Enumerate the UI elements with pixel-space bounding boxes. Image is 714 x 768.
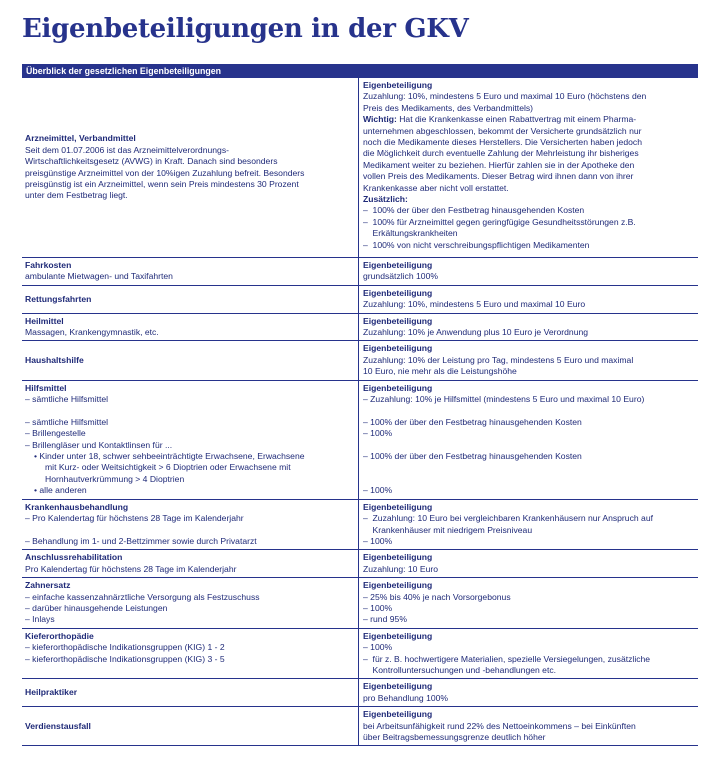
arznei-wichtig-line: vollen Preis des Medikaments. Dieser Betrag wird ihnen dann von ihrer — [363, 171, 634, 182]
zahnersatz-eb: – 100% — [363, 602, 393, 613]
eigenbeteiligung-table — [22, 64, 698, 746]
fahrkosten-desc: ambulante Mietwagen- und Taxifahrten — [25, 271, 173, 282]
arznei-wichtig-line: Medikament weiter zu beziehen. Hierfür zahlen sie in der Apotheke den — [363, 159, 635, 170]
rettung-eb: Zuzahlung: 10%, mindestens 5 Euro und maximal 10 Euro — [363, 299, 586, 310]
arznei-wichtig-line: unternehmen abgeschlossen, bekommt der Versicherte grundsätzlich nur — [363, 125, 642, 136]
krankenhaus-eb: – Zuzahlung: 10 Euro bei vergleichbaren Krankenhäusern nur Anspruch auf — [363, 513, 653, 524]
anschluss-right — [359, 550, 698, 577]
spacer — [363, 440, 694, 451]
arznei-eb-line: Zuzahlung: 10%, mindestens 5 Euro und maximal 10 Euro (höchstens den — [363, 91, 647, 102]
row-arzneimittel — [22, 78, 698, 258]
zahnersatz-item: – einfache kassenzahnärztliche Versorgung als Festzuschuss — [25, 591, 260, 602]
spacer — [363, 462, 694, 473]
fahrkosten-eb: grundsätzlich 100% — [363, 271, 439, 282]
eb-label: Eigenbeteiligung — [363, 343, 433, 354]
zahnersatz-right — [359, 578, 698, 628]
anschluss-eb: Zuzahlung: 10 Euro — [363, 563, 439, 574]
kiefer-eb: – für z. B. hochwertigere Materialien, spezielle Versiegelungen, zusätzliche — [363, 653, 651, 664]
hilfsmittel-eb: – 100% — [363, 485, 393, 496]
heilpraktiker-right — [359, 679, 698, 706]
kiefer-right — [359, 629, 698, 679]
hilfsmittel-right — [359, 381, 698, 499]
kiefer-eb: – 100% — [363, 642, 393, 653]
heilpraktiker-heading: Heilpraktiker — [25, 687, 78, 698]
row-rettungsfahrten — [22, 286, 698, 314]
fahrkosten-heading: Fahrkosten — [25, 260, 72, 270]
hilfsmittel-subitem: • alle anderen — [34, 485, 87, 496]
arznei-right — [359, 78, 698, 257]
verdienst-eb: über Beitragsbemessungsgrenze deutlich höher — [363, 732, 546, 743]
krankenhaus-left — [22, 500, 359, 550]
eb-label: Eigenbeteiligung — [363, 260, 433, 270]
row-heilpraktiker — [22, 679, 698, 707]
eb-label: Eigenbeteiligung — [363, 580, 433, 591]
arznei-wichtig-line — [363, 114, 694, 125]
fahrkosten-right — [359, 258, 698, 285]
krankenhaus-right — [359, 500, 698, 550]
verdienst-heading: Verdienstausfall — [25, 720, 91, 731]
zusaetzlich-item: – 100% von nicht verschreibungspflichtigen Medikamenten — [363, 239, 590, 250]
heilmittel-eb: Zuzahlung: 10% je Anwendung plus 10 Euro je Verordnung — [363, 327, 589, 338]
kiefer-left — [22, 629, 359, 679]
fahrkosten-left — [22, 258, 359, 285]
row-hilfsmittel — [22, 381, 698, 500]
row-zahnersatz — [22, 578, 698, 629]
heilpraktiker-eb: pro Behandlung 100% — [363, 692, 449, 703]
arznei-desc — [25, 145, 355, 202]
zusaetzlich-item: – 100% für Arzneimittel gegen geringfügige Gesundheitsstörungen z.B. — [363, 216, 636, 227]
krankenhaus-eb: – 100% — [363, 535, 393, 546]
anschluss-left — [22, 550, 359, 577]
hilfsmittel-item: – Brillengläser und Kontaktlinsen für ... — [25, 439, 173, 450]
hilfsmittel-subitem-cont: mit Kurz- oder Weitsichtigkeit > 6 Dioptrien oder Erwachsene mit — [45, 462, 291, 473]
arznei-wichtig-line: Krankenkasse aber nicht voll erstattet. — [363, 182, 509, 193]
page-title: Eigenbeteiligungen in der GKV — [22, 14, 469, 44]
row-haushaltshilfe — [22, 341, 698, 380]
krankenhaus-heading: Krankenhausbehandlung — [25, 501, 129, 512]
arznei-wichtig-line: noch die Medikamente dieses Herstellers. Die Versicherten haben jedoch — [363, 137, 642, 148]
anschluss-heading: Anschlussrehabilitation — [25, 552, 123, 563]
hilfsmittel-eb: – 100% — [363, 428, 393, 439]
heilmittel-left — [22, 314, 359, 341]
spacer — [363, 474, 694, 485]
rettung-right — [359, 286, 698, 313]
zusaetzlich-item: – 100% der über den Festbetrag hinausgehenden Kosten — [363, 205, 585, 216]
arznei-wichtig-line: die Möglichkeit durch eventuelle Zahlung der Mehrleistung ihr bisheriges — [363, 148, 639, 159]
table-header: Überblick der gesetzlichen Eigenbeteiligungen — [22, 64, 698, 78]
row-krankenhaus — [22, 500, 698, 551]
zahnersatz-eb: – 25% bis 40% je nach Vorsorgebonus — [363, 591, 511, 602]
haushalt-left — [22, 341, 359, 379]
heilmittel-desc: Massagen, Krankengymnastik, etc. — [25, 327, 159, 338]
zahnersatz-item: – Inlays — [25, 614, 55, 625]
heilpraktiker-left — [22, 679, 359, 706]
arznei-heading: Arzneimittel, Verbandmittel — [25, 133, 136, 144]
row-kieferorthopaedie — [22, 629, 698, 680]
wichtig-label: Wichtig: — [363, 114, 397, 125]
zahnersatz-left — [22, 578, 359, 628]
arznei-desc-line: Seit dem 01.07.2006 ist das Arzneimittelverordnungs- — [25, 144, 229, 155]
eb-label: Eigenbeteiligung — [363, 382, 433, 393]
eb-label: Eigenbeteiligung — [363, 552, 433, 563]
haushalt-eb-line: Zuzahlung: 10% der Leistung pro Tag, mindestens 5 Euro und maximal — [363, 354, 634, 365]
wichtig-text: Hat die Krankenkasse einen Rabattvertrag mit einem Pharma- — [396, 114, 637, 125]
row-fahrkosten — [22, 258, 698, 286]
kiefer-heading: Kieferorthopädie — [25, 630, 94, 641]
hilfsmittel-heading: Hilfsmittel — [25, 382, 67, 393]
arznei-desc-line: unter dem Festbetrag liegt. — [25, 190, 128, 201]
eb-label: Eigenbeteiligung — [363, 501, 433, 512]
eb-label: Eigenbeteiligung — [363, 80, 433, 90]
eb-label: Eigenbeteiligung — [363, 287, 433, 298]
haushalt-heading: Haushaltshilfe — [25, 354, 84, 365]
row-verdienstausfall — [22, 707, 698, 746]
kiefer-item: – kieferorthopädische Indikationsgruppen (KIG) 3 - 5 — [25, 653, 225, 664]
hilfsmittel-item: – sämtliche Hilfsmittel — [25, 394, 109, 405]
verdienst-left — [22, 707, 359, 745]
arznei-desc-line: preisgünstig ist ein Arzneimittel, wenn sein Preis mindestens 30 Prozent — [25, 178, 299, 189]
haushalt-right — [359, 341, 698, 379]
krankenhaus-item: – Pro Kalendertag für höchstens 28 Tage im Kalenderjahr — [25, 513, 244, 524]
heilmittel-heading: Heilmittel — [25, 315, 64, 326]
spacer — [363, 405, 694, 416]
verdienst-eb: bei Arbeitsunfähigkeit rund 22% des Nettoeinkommens – bei Einkünften — [363, 720, 636, 731]
eb-label: Eigenbeteiligung — [363, 709, 433, 720]
zahnersatz-heading: Zahnersatz — [25, 580, 71, 591]
anschluss-desc: Pro Kalendertag für höchstens 28 Tage im Kalenderjahr — [25, 563, 237, 574]
hilfsmittel-eb: – 100% der über den Festbetrag hinausgehenden Kosten — [363, 451, 582, 462]
rettung-left — [22, 286, 359, 313]
eb-label: Eigenbeteiligung — [363, 630, 433, 641]
arznei-desc-line: Wirtschaftlichkeitsgesetz (AVWG) in Kraft. Danach sind besonders — [25, 156, 278, 167]
eb-label: Eigenbeteiligung — [363, 681, 433, 692]
zusaetzlich-label: Zusätzlich: — [363, 194, 408, 205]
hilfsmittel-eb: – 100% der über den Festbetrag hinausgehenden Kosten — [363, 416, 582, 427]
hilfsmittel-eb: – Zuzahlung: 10% je Hilfsmittel (mindestens 5 Euro und maximal 10 Euro) — [363, 394, 645, 405]
haushalt-eb-line: 10 Euro, nie mehr als die Leistungshöhe — [363, 366, 517, 377]
krankenhaus-item: – Behandlung im 1- und 2-Bettzimmer sowie durch Privatarzt — [25, 535, 257, 546]
kiefer-item: – kieferorthopädische Indikationsgruppen (KIG) 1 - 2 — [25, 642, 225, 653]
verdienst-right — [359, 707, 698, 745]
zahnersatz-eb: – rund 95% — [363, 614, 407, 625]
hilfsmittel-item: – sämtliche Hilfsmittel — [25, 416, 109, 427]
hilfsmittel-subitem: • Kinder unter 18, schwer sehbeeinträchtigte Erwachsene, Erwachsene — [34, 451, 305, 462]
arznei-left — [22, 78, 359, 257]
arznei-desc-line: preisgünstige Arzneimittel von der 10%igen Zuzahlung befreit. Besonders — [25, 167, 305, 178]
krankenhaus-eb: Krankenhäuser mit niedrigem Preisniveau — [363, 524, 533, 535]
row-anschlussreha — [22, 550, 698, 578]
eb-label: Eigenbeteiligung — [363, 315, 433, 326]
spacer — [25, 525, 355, 536]
hilfsmittel-item: – Brillengestelle — [25, 428, 86, 439]
spacer — [25, 405, 355, 416]
heilmittel-right — [359, 314, 698, 341]
zahnersatz-item: – darüber hinausgehende Leistungen — [25, 602, 168, 613]
kiefer-eb: Kontrolluntersuchungen und -behandlungen etc. — [363, 664, 557, 675]
row-heilmittel — [22, 314, 698, 342]
rettung-heading: Rettungsfahrten — [25, 293, 92, 304]
hilfsmittel-subitem-cont: Hornhautverkrümmung > 4 Dioptrien — [45, 473, 185, 484]
arznei-eb-line: Preis des Medikaments, des Verbandmittels) — [363, 102, 534, 113]
zusaetzlich-item: Erkältungskrankheiten — [363, 228, 458, 239]
hilfsmittel-left — [22, 381, 359, 499]
